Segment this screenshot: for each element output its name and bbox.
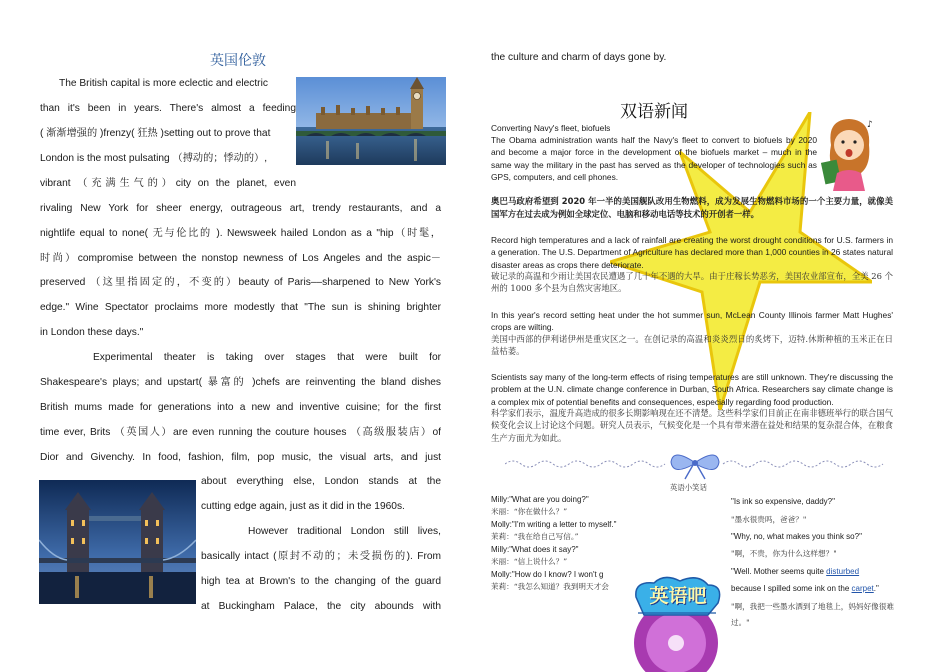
article-line: time ever, Brits （英国人）are even running the couture houses （高级服装店）of	[40, 427, 441, 438]
article-line: at Buckingham Palace, the city abounds with	[201, 601, 441, 612]
joke-line: 过。"	[731, 618, 750, 627]
bow-divider	[505, 448, 885, 480]
english-bar-badge	[624, 575, 728, 672]
article-line: edge." Wine Spectator proclaims more modestly that "The sun is shining brighter	[40, 302, 441, 313]
article-line: Experimental theater is taking over stages that were built for	[93, 352, 441, 363]
article-line: cutting edge again, just as it did in the 1960s.	[201, 501, 405, 512]
joke-line: 米丽：“你在做什么？”	[491, 507, 568, 516]
joke-line: Milly:"What are you doing?"	[491, 495, 589, 504]
article-title-london: 英国伦敦	[210, 52, 266, 68]
joke-line: 茉莉：“我怎么知道？我到明天才会	[491, 582, 609, 591]
news-paragraph-2-cn: 破记录的高温和少雨让美国农民遭遇了几十年不遇的大旱。由于庄稼长势恶劣，美国农业部宣布，全美 26 个州的 1000 多个县为自然灾害地区。	[491, 271, 893, 294]
article-line: However traditional London still lives,	[248, 526, 441, 537]
carpet-link[interactable]: carpet	[851, 584, 874, 593]
disturbed-link[interactable]: disturbed	[826, 567, 860, 576]
news-paragraph-3-en: In this year's record setting heat under the hot summer sun, McLean County Illinois farmer Matt Hughes' crops are wilting.	[491, 310, 893, 333]
joke-line: 米丽：“信上说什么？”	[491, 557, 568, 566]
news-paragraph-4-cn: 科学家们表示，温度升高造成的很多长期影响现在还不清楚。这些科学家们目前正在南非德班举行的联合国气候变化会议上讨论这个问题。研究人员表示，气候变化是一个具有带来潜在益处和结果的复杂混合体，在粮食生产方面尤为如此。	[491, 408, 893, 443]
joke-line: Molly:"I'm writing a letter to myself."	[491, 520, 617, 529]
joke-line: "Is ink so expensive, daddy?"	[731, 497, 835, 506]
article-line: basically intact (原封不动的；未受损伤的). From	[201, 551, 441, 562]
tower-bridge-photo	[39, 480, 196, 604]
joke-text: because I spilled some ink on the	[731, 584, 852, 593]
continuation-line: the culture and charm of days gone by.	[491, 52, 667, 63]
joke-line: Milly:"What does it say?"	[491, 545, 579, 554]
news-heading: 双语新闻	[620, 102, 688, 121]
article-line: 时尚）compromise between the nonstop newness of Los Angeles and the aspic－	[40, 253, 441, 264]
singing-girl-icon	[821, 115, 877, 191]
article-line: British mums made for generations into a new and inventive cuisine; for the first	[40, 402, 441, 413]
article-line: than it's been in years. There's almost a feeding	[40, 103, 296, 114]
article-line: preserved （这里指固定的，不变的）beauty of Paris––sharpened to New York's	[40, 277, 441, 288]
joke-line: 茉莉：“我在给自己写信。”	[491, 532, 579, 541]
news-paragraph-3-cn: 美国中西部的伊利诺伊州是重灾区之一。在创记录的高温和炎炎烈日的炙烤下，迈特.休斯种植的玉米正在日益枯萎。	[491, 334, 893, 357]
joke-line	[731, 566, 859, 578]
joke-line: Molly:"How do I know? I won't g	[491, 570, 604, 579]
article-line: about everything else, London stands at the	[201, 476, 441, 487]
news-paragraph-1-cn: 奥巴马政府希望到 2020 年一半的美国舰队改用生物燃料，成为发展生物燃料市场的一个主要力量，就像美国军方在过去成为例如全球定位、电脑和移动电话等技术的开创者一样。	[491, 196, 893, 219]
joke-line	[731, 583, 879, 595]
joke-line: "墨水很贵吗，爸爸？"	[731, 515, 807, 524]
svg-text:♪: ♪	[867, 120, 873, 130]
article-line: in London these days."	[40, 327, 144, 338]
article-line: high tea at Brown's to the changing of the guard	[201, 576, 441, 587]
article-line: vibrant （充满生气的）city on the planet, even	[40, 178, 296, 189]
joke-title: 英语小笑话	[670, 483, 707, 492]
article-line: nightlife equal to none( 无与伦比的 ). Newsweek hailed London as a "hip（时髦，	[40, 228, 441, 239]
article-line: London is the most pulsating （搏动的；悸动的）,	[40, 153, 268, 164]
joke-line: "啊，我把一些墨水洒到了地毯上，妈妈好像很难	[731, 602, 894, 611]
joke-text: "Well. Mother seems quite	[731, 567, 827, 576]
news-paragraph-4-en: Scientists say many of the long-term effects of rising temperatures are still unknown. They're discussing the problem at the U.N. climate change conference in Durban, South Africa. Researchers say climate change is a complex mix of potential benefits and consequences, especially regarding food production.	[491, 372, 893, 407]
joke-line: "啊，不贵，你为什么这样想？"	[731, 549, 837, 558]
article-line: The British capital is more eclectic and electric	[59, 78, 268, 89]
big-ben-photo	[296, 77, 446, 165]
bow-icon	[671, 455, 719, 479]
news-headline: Converting Navy's fleet, biofuels	[491, 123, 611, 133]
joke-line: "Why, no, what makes you think so?"	[731, 532, 862, 541]
joke-text: ."	[873, 584, 879, 593]
article-line: Shakespeare's plays; and upstart( 暴富的 )chefs are reinventing the bland dishes	[40, 377, 441, 388]
badge-text: 英语吧	[649, 585, 707, 607]
news-paragraph-1-en: The Obama administration wants half the Navy's fleet to convert to biofuels by 2020 and become a major force in the development of the biofuels market – much in the same way the military in the past has served as the developer of technologies such as GPS, computers, and cell phones.	[491, 135, 817, 183]
article-line: rivaling New York for sheer energy, outrageous art, trendy restaurants, and a	[40, 203, 441, 214]
article-line: ( 渐渐增强的 )frenzy( 狂热 )setting out to prove that	[40, 128, 271, 139]
news-paragraph-2-en: Record high temperatures and a lack of rainfall are creating the worst drought conditions for U.S. farmers in a generation. The U.S. Department of Agriculture has declared more than 1,000 counties in 26 states natural disaster areas as crops there deteriorate.	[491, 235, 893, 270]
article-line: Dior and Givenchy. In food, fashion, film, pop music, the visual arts, and just	[40, 452, 441, 463]
